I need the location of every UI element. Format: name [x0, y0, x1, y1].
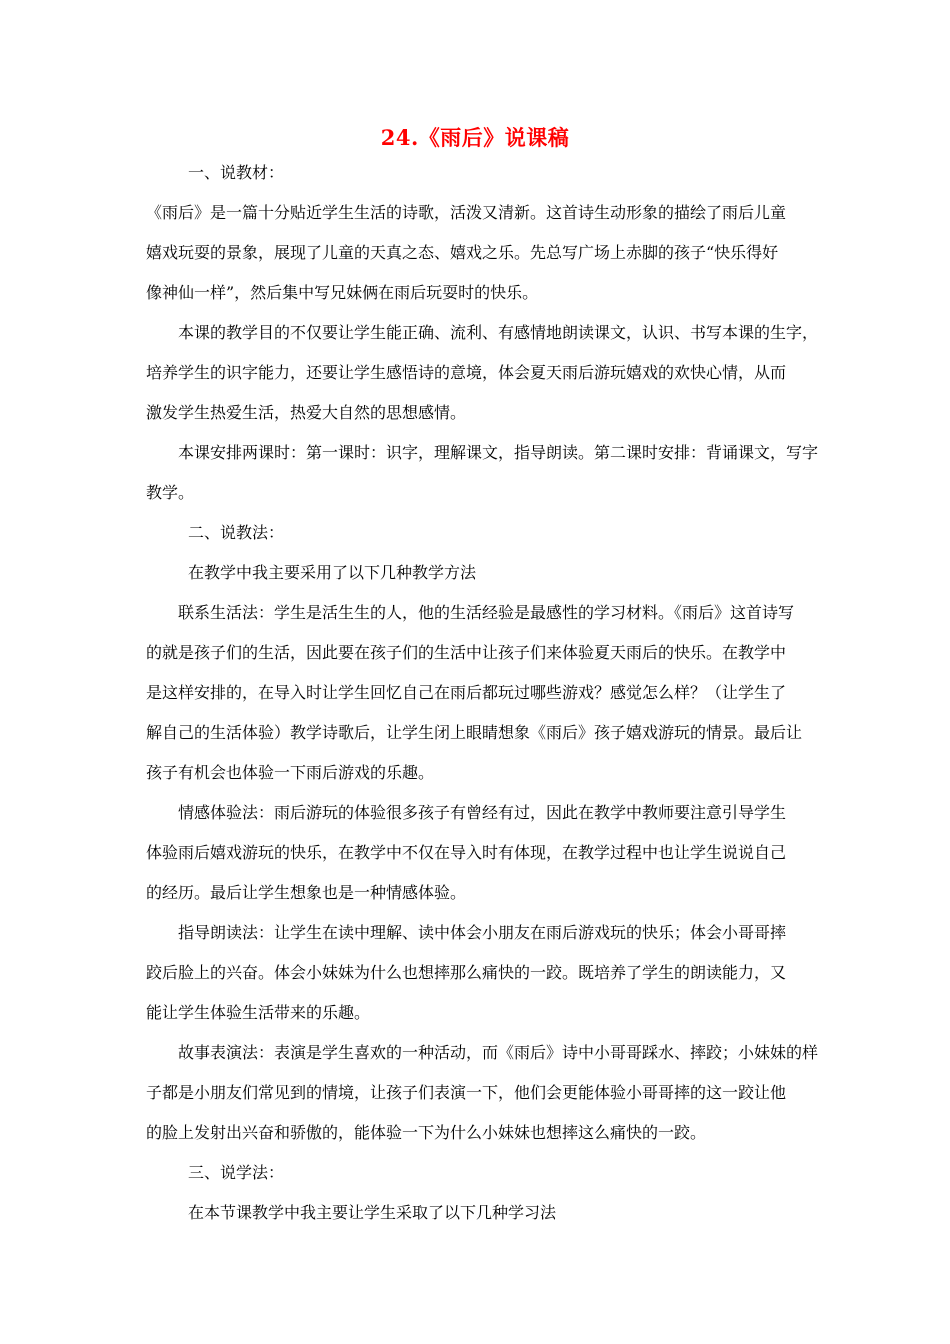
paragraph-line: 《雨后》是一篇十分贴近学生生活的诗歌，活泼又清新。这首诗生动形象的描绘了雨后儿童: [146, 203, 787, 222]
paragraph-line: 能让学生体验生活带来的乐趣。: [146, 1003, 371, 1022]
paragraph-line: 在教学中我主要采用了以下几种教学方法: [188, 563, 477, 582]
paragraph-line: 的脸上发射出兴奋和骄傲的，能体验一下为什么小妹妹也想摔这么痛快的一跤。: [146, 1123, 707, 1142]
paragraph-line: 是这样安排的，在导入时让学生回忆自己在雨后都玩过哪些游戏？感觉怎么样？（让学生了: [146, 683, 787, 702]
paragraph-line: 教学。: [146, 483, 195, 502]
paragraph-line: 的经历。最后让学生想象也是一种情感体验。: [146, 883, 467, 902]
paragraph-line: 指导朗读法：让学生在读中理解、读中体会小朋友在雨后游戏玩的快乐；体会小哥哥摔: [178, 923, 787, 942]
paragraph-line: 培养学生的识字能力，还要让学生感悟诗的意境，体会夏天雨后游玩嬉戏的欢快心情，从而: [146, 363, 787, 382]
paragraph-line: 联系生活法：学生是活生生的人，他的生活经验是最感性的学习材料。《雨后》这首诗写: [178, 603, 795, 622]
paragraph-line: 像神仙一样”，然后集中写兄妹俩在雨后玩耍时的快乐。: [146, 283, 539, 302]
document-title: 24.《雨后》说课稿: [380, 125, 570, 150]
paragraph-line: 体验雨后嬉戏游玩的快乐，在教学中不仅在导入时有体现，在教学过程中也让学生说说自己: [146, 843, 787, 862]
paragraph-line: 孩子有机会也体验一下雨后游戏的乐趣。: [146, 763, 435, 782]
paragraph-line: 的就是孩子们的生活，因此要在孩子们的生活中让孩子们来体验夏天雨后的快乐。在教学中: [146, 643, 787, 662]
section-heading-textbook: 一、说教材：: [188, 163, 285, 182]
paragraph-line: 在本节课教学中我主要让学生采取了以下几种学习法: [188, 1203, 557, 1222]
paragraph-line: 本课的教学目的不仅要让学生能正确、流利、有感情地朗读课文，认识、书写本课的生字，: [178, 323, 819, 342]
section-heading-teaching-methods: 二、说教法：: [188, 523, 285, 542]
paragraph-line: 嬉戏玩耍的景象，展现了儿童的天真之态、嬉戏之乐。先总写广场上赤脚的孩子“快乐得好: [146, 243, 779, 262]
paragraph-line: 情感体验法：雨后游玩的体验很多孩子有曾经有过，因此在教学中教师要注意引导学生: [178, 803, 787, 822]
paragraph-line: 子都是小朋友们常见到的情境，让孩子们表演一下，他们会更能体验小哥哥摔的这一跤让他: [146, 1083, 787, 1102]
paragraph-line: 故事表演法：表演是学生喜欢的一种活动，而《雨后》诗中小哥哥踩水、摔跤；小妹妹的样: [178, 1043, 819, 1062]
paragraph-line: 跤后脸上的兴奋。体会小妹妹为什么也想摔那么痛快的一跤。既培养了学生的朗读能力，又: [146, 963, 787, 982]
paragraph-line: 解自己的生活体验）教学诗歌后，让学生闭上眼睛想象《雨后》孩子嬉戏游玩的情景。最后让: [146, 723, 803, 742]
paragraph-line: 本课安排两课时：第一课时：识字，理解课文，指导朗读。第二课时安排：背诵课文，写字: [178, 443, 819, 462]
paragraph-line: 激发学生热爱生活，热爱大自然的思想感情。: [146, 403, 467, 422]
section-heading-learning-methods: 三、说学法：: [188, 1163, 285, 1182]
